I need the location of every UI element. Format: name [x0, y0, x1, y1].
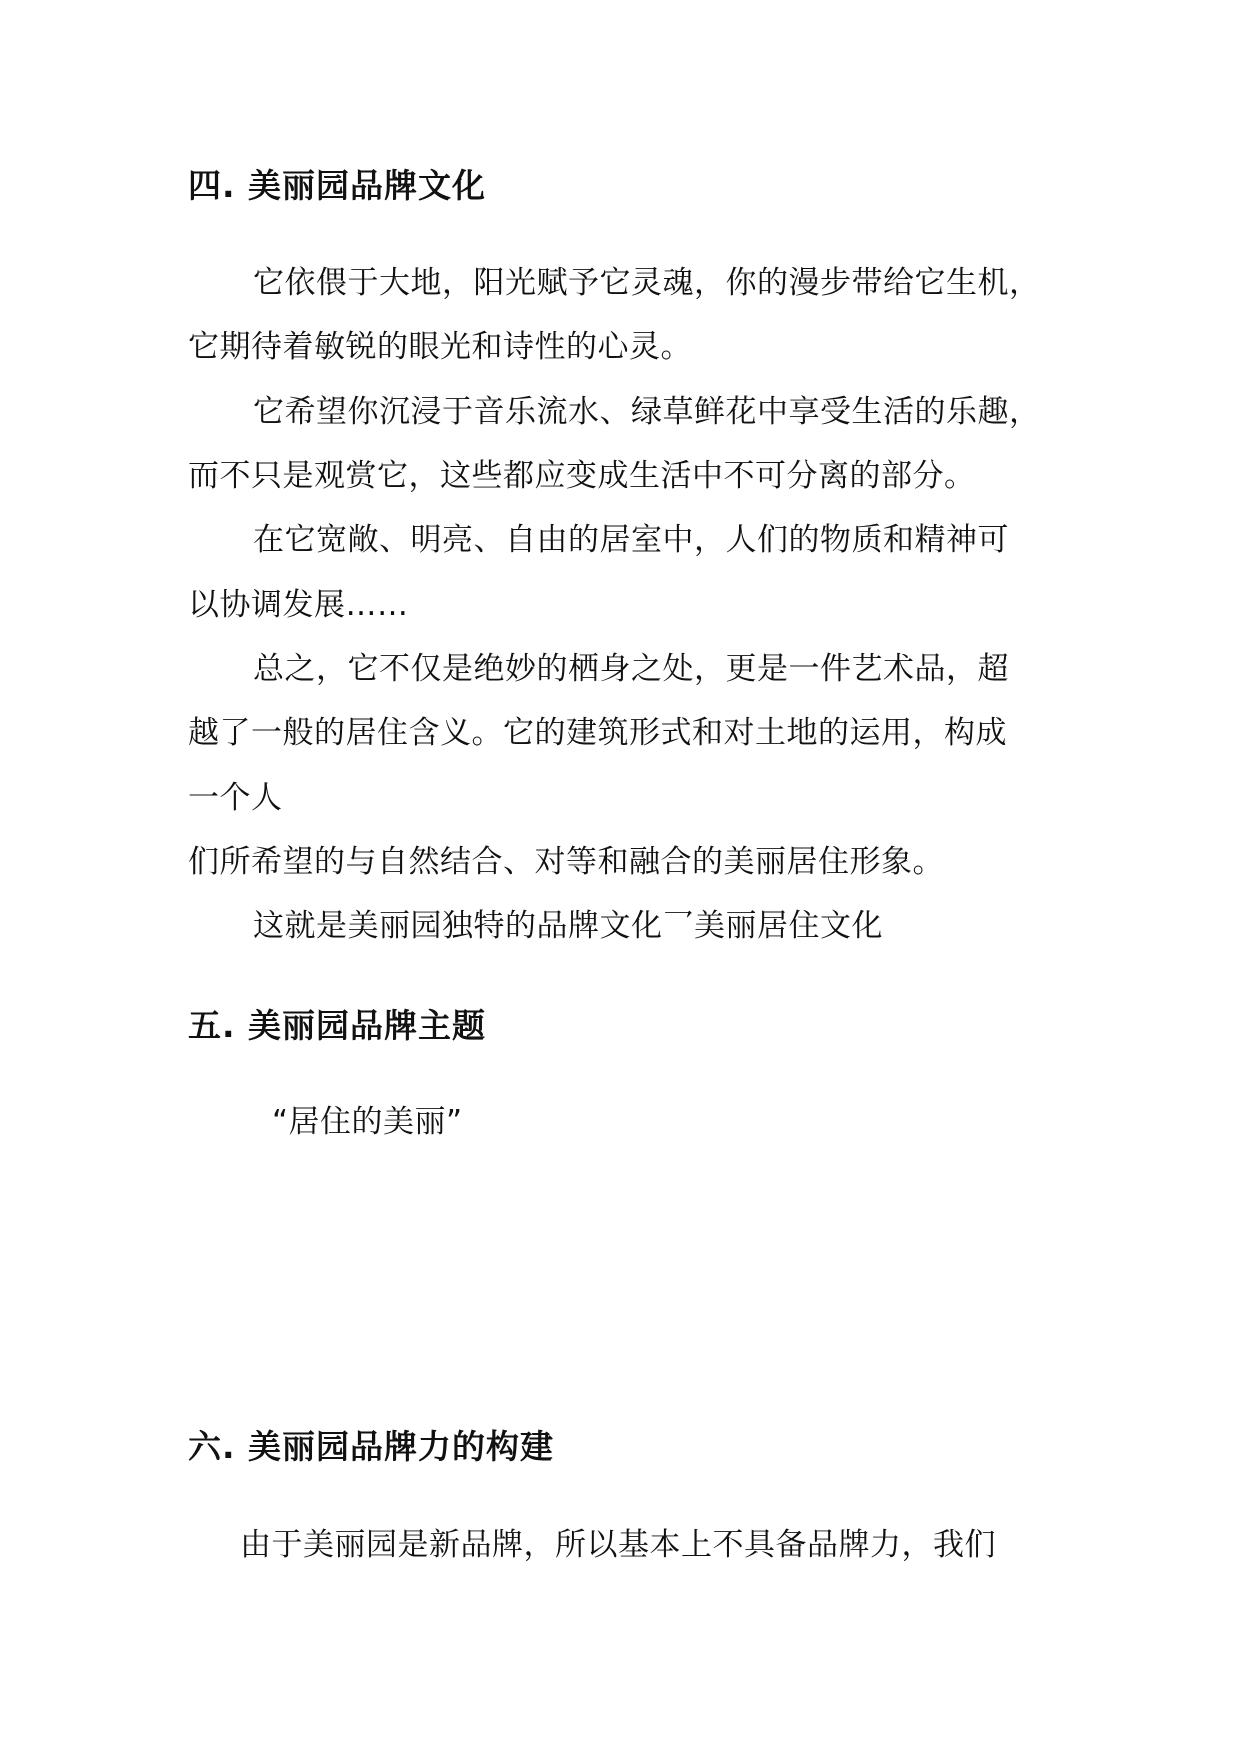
paragraph-line: 在它宽敞、明亮、自由的居室中，人们的物质和精神可 [253, 522, 1009, 558]
paragraph-line: 以协调发展…… [188, 587, 409, 623]
paragraph-line: 而不只是观赏它，这些都应变成生活中不可分离的部分。 [188, 458, 976, 494]
section-heading-brand-power: 六. 美丽园品牌力的构建 [188, 1427, 555, 1466]
paragraph-line: 们所希望的与自然结合、对等和融合的美丽居住形象。 [188, 844, 944, 880]
section-heading-brand-theme: 五. 美丽园品牌主题 [188, 1006, 487, 1045]
paragraph-line: 越了一般的居住含义。它的建筑形式和对土地的运用，构成 [188, 715, 1007, 751]
paragraph-line: 它希望你沉浸于音乐流水、绿草鲜花中享受生活的乐趣， [253, 394, 1041, 430]
paragraph-line: 它期待着敏锐的眼光和诗性的心灵。 [188, 329, 692, 365]
paragraph-line: 这就是美丽园独特的品牌文化乛美丽居住文化 [253, 908, 883, 944]
section-heading-brand-culture: 四. 美丽园品牌文化 [188, 166, 487, 205]
brand-theme-quote: “居住的美丽” [272, 1104, 463, 1140]
paragraph-line: 它依偎于大地，阳光赋予它灵魂，你的漫步带给它生机， [253, 265, 1041, 301]
paragraph-line: 一个人 [188, 780, 283, 816]
paragraph-line: 总之，它不仅是绝妙的栖身之处，更是一件艺术品，超 [253, 651, 1009, 687]
paragraph-line: 由于美丽园是新品牌，所以基本上不具备品牌力，我们 [240, 1527, 996, 1563]
